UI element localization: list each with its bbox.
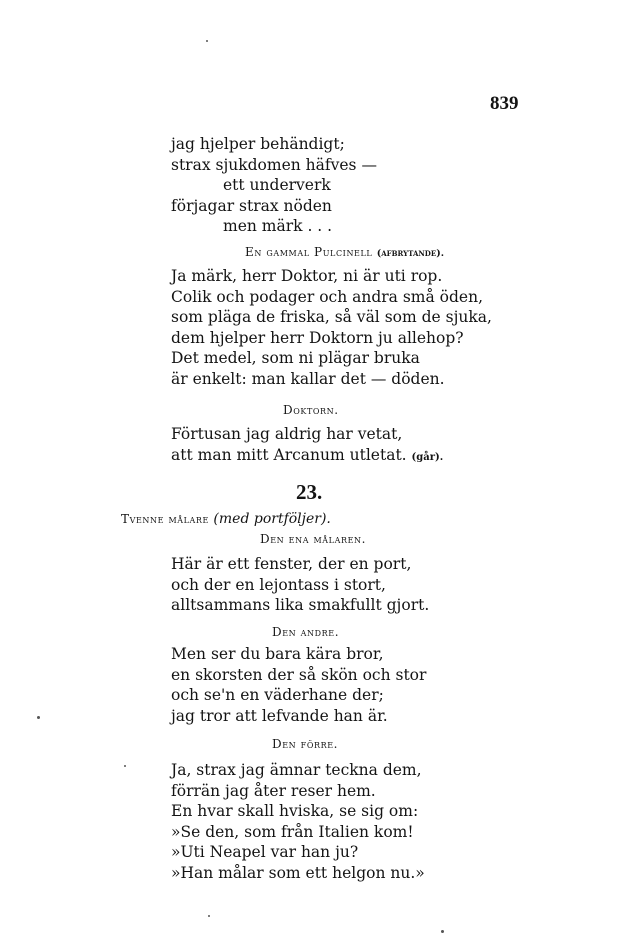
verse-line: är enkelt: man kallar det — döden. bbox=[171, 369, 445, 388]
speaker-heading: Den ena målaren. bbox=[260, 532, 367, 546]
verse-line: förjagar strax nöden bbox=[171, 196, 332, 215]
scene-number: 23. bbox=[296, 480, 323, 504]
verse-line: Ja märk, herr Doktor, ni är uti rop. bbox=[171, 267, 443, 285]
verse-line: förrän jag åter reser hem. bbox=[171, 781, 376, 800]
scan-speck bbox=[206, 40, 208, 42]
verse-line: Ja, strax jag ämnar teckna dem, bbox=[171, 761, 422, 779]
speaker-heading: Doktorn. bbox=[283, 403, 339, 417]
verse-line: och der en lejontass i stort, bbox=[171, 575, 386, 594]
verse-line: men märk . . . bbox=[223, 217, 333, 236]
verse-block-2 bbox=[171, 266, 492, 390]
scan-speck bbox=[208, 915, 210, 917]
verse-line: en skorsten der så skön och stor bbox=[171, 665, 427, 684]
characters-name: Tvenne målare bbox=[121, 512, 209, 526]
verse-line: En hvar skall hviska, se sig om: bbox=[171, 802, 419, 821]
verse-line: Förtusan jag aldrig har vetat, bbox=[171, 425, 403, 443]
scan-speck bbox=[37, 716, 40, 719]
verse-line: »Uti Neapel var han ju? bbox=[171, 843, 359, 862]
stage-direction: (går). bbox=[411, 451, 444, 463]
speaker-heading: Den andre. bbox=[272, 625, 340, 639]
verse-line: alltsammans lika smakfullt gjort. bbox=[171, 596, 430, 615]
verse-line: strax sjukdomen häfves — bbox=[171, 155, 377, 174]
verse-line: Här är ett fenster, der en port, bbox=[171, 555, 412, 573]
verse-line: som pläga de friska, så väl som de sjuka, bbox=[171, 308, 492, 327]
verse-line: Det medel, som ni plägar bruka bbox=[171, 349, 420, 368]
verse-line: dem hjelper herr Doktorn ju allehop? bbox=[171, 328, 464, 347]
stage-direction: (afbrytande). bbox=[376, 248, 445, 259]
verse-block-3 bbox=[171, 424, 443, 468]
stage-direction: (med portföljer). bbox=[213, 511, 331, 527]
speaker-name: En gammal Pulcinell bbox=[245, 245, 373, 259]
verse-block-4 bbox=[171, 554, 429, 616]
speaker-heading: Den förre. bbox=[272, 737, 339, 751]
verse-line: »Han målar som ett helgon nu.» bbox=[171, 863, 425, 882]
verse-line: ett underverk bbox=[223, 176, 331, 195]
verse-block-5 bbox=[171, 644, 426, 726]
verse-line: och se'n en väderhane der; bbox=[171, 686, 384, 705]
verse-line: jag hjelper behändigt; bbox=[171, 135, 345, 153]
verse-line: att man mitt Arcanum utletat. (går). bbox=[171, 445, 444, 464]
scene-characters bbox=[121, 511, 331, 527]
verse-block-6 bbox=[171, 760, 425, 884]
verse-block-1 bbox=[171, 134, 377, 237]
scan-speck bbox=[441, 930, 444, 933]
verse-line: jag tror att lefvande han är. bbox=[171, 706, 388, 725]
scan-speck bbox=[124, 765, 126, 767]
verse-line: Men ser du bara kära bror, bbox=[171, 645, 384, 663]
verse-line: »Se den, som från Italien kom! bbox=[171, 822, 414, 841]
page-number: 839 bbox=[490, 93, 519, 114]
speaker-heading bbox=[245, 245, 444, 259]
verse-line: Colik och podager och andra små öden, bbox=[171, 287, 483, 306]
